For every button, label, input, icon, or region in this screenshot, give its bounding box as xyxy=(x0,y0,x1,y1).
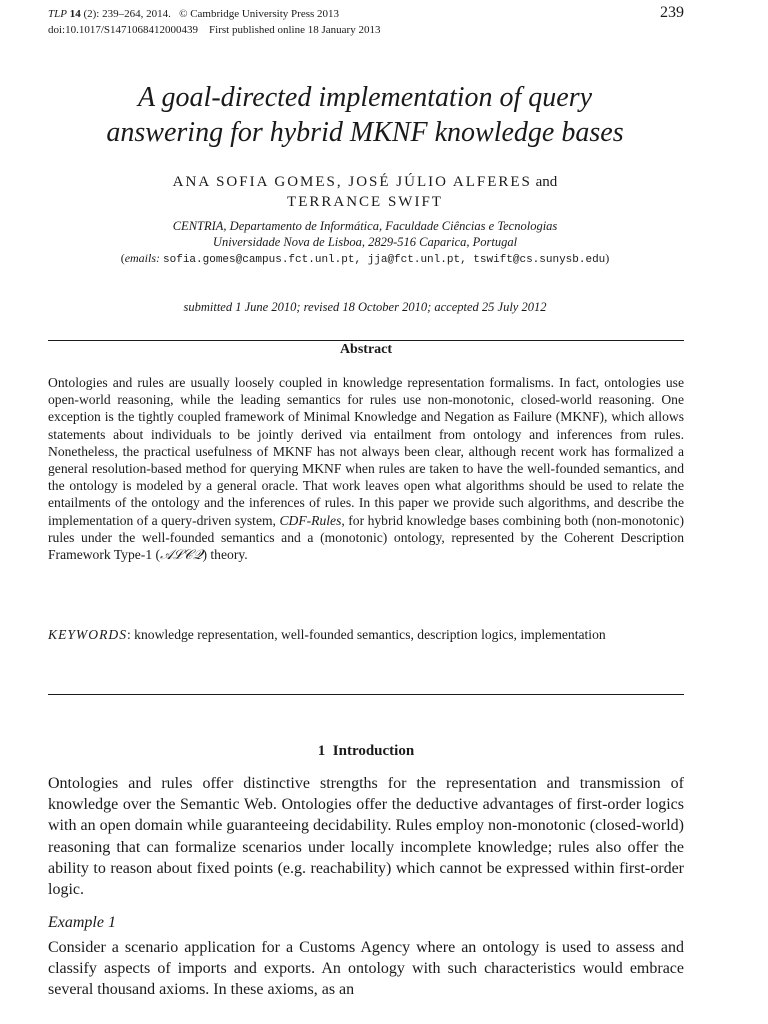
email-addresses: sofia.gomes@campus.fct.unl.pt, jja@fct.unl.pt, tswift@cs.sunysb.edu xyxy=(163,254,606,266)
keywords-label: KEYWORDS xyxy=(48,627,127,642)
doi-line xyxy=(48,22,380,38)
abstract-heading: Abstract xyxy=(339,342,393,357)
keywords-text: : knowledge representation, well-founded semantics, description logics, implementation xyxy=(127,627,606,642)
author-conjunction: and xyxy=(535,174,558,190)
submission-history: submitted 1 June 2010; revised 18 October 2010; accepted 25 July 2012 xyxy=(183,300,547,314)
section-title: Introduction xyxy=(332,743,415,759)
author-list xyxy=(0,172,730,212)
doi: doi:10.1017/S1471068412000439 xyxy=(48,24,199,36)
abstract-top-rule xyxy=(48,340,684,341)
paper-title xyxy=(0,80,730,150)
intro-paragraph: Ontologies and rules offer distinctive strengths for the representation and transmission of knowledge over the Semantic Web. Ontologies offer the deductive advantages of first-order logics with an open domain while guaranteeing decidability. Rules employ non-monotonic (closed-world) reasoning that can formalize scenarios under locally incomplete knowledge; rules also offer the ability to reason about fixed points (e.g. reachability) which cannot be expressed within first-order logic. xyxy=(48,775,684,899)
emails-close-paren: ) xyxy=(605,251,610,265)
keywords xyxy=(48,626,684,644)
title-line-2: answering for hybrid MKNF knowledge bases xyxy=(106,117,624,148)
issue-pages: (2): 239–264, 2014. xyxy=(83,8,171,20)
page-number: 239 xyxy=(660,4,684,21)
abstract-bottom-rule xyxy=(48,694,684,695)
affiliation-line-1: CENTRIA, Departamento de Informática, Faculdade Ciências e Tecnologias xyxy=(172,219,558,233)
emails-open-paren: ( xyxy=(120,251,125,265)
running-head xyxy=(48,6,380,38)
first-published: First published online 18 January 2013 xyxy=(209,24,381,36)
author-names-2: TERRANCE SWIFT xyxy=(287,194,443,210)
example-label: Example 1 xyxy=(48,914,116,931)
logic-name: 𝒜ℒ𝒞𝒬 xyxy=(160,547,203,563)
affiliation-line-2: Universidade Nova de Lisboa, 2829-516 Caparica, Portugal xyxy=(212,235,518,249)
section-heading xyxy=(48,743,684,760)
abstract-text: Ontologies and rules are usually loosely coupled in knowledge representation formalisms. In fact, ontologies use open-world reasoning, while the leading semantics for rules use non-monotonic, closed-world reasoning. One exception is the tightly coupled framework of Minimal Knowledge and Negation as Failure (MKNF), which allows statements about individuals to be jointly derived via entailment from ontology and inferences from rules. Nonetheless, the practical usefulness of MKNF has not always been clear, although recent work has formalized a general resolution-based method for querying MKNF when rules are taken to have the well-founded semantics, and the ontology is modeled by a general oracle. That work leaves open what algorithms should be used to relate the entailments of the ontology and the inferences of rules. In this paper we provide such algorithms, and describe the implementation of a query-driven system, CDF-Rules, for hybrid knowledge bases combining both (non-monotonic) rules under the well-founded semantics and a (monotonic) ontology, represented by the Coherent Description Framework Type-1 (𝒜ℒ𝒞𝒬) theory. xyxy=(48,375,684,563)
author-emails xyxy=(0,251,730,266)
example-paragraph: Consider a scenario application for a Customs Agency where an ontology is used to assess and classify aspects of imports and exports. An ontology with such characteristics would embrace several thousand axioms. In these axioms, as an xyxy=(48,939,684,999)
citation-line xyxy=(48,6,380,22)
affiliation xyxy=(0,218,730,250)
copyright-notice: © Cambridge University Press 2013 xyxy=(179,8,340,20)
journal-name: TLP xyxy=(48,8,67,20)
emails-label: emails: xyxy=(124,251,161,265)
volume-number: 14 xyxy=(69,8,81,20)
section-number: 1 xyxy=(317,743,326,759)
title-line-1: A goal-directed implementation of query xyxy=(137,82,593,113)
system-name: CDF-Rules xyxy=(279,512,342,528)
author-names: ANA SOFIA GOMES, JOSÉ JÚLIO ALFERES xyxy=(172,174,532,190)
